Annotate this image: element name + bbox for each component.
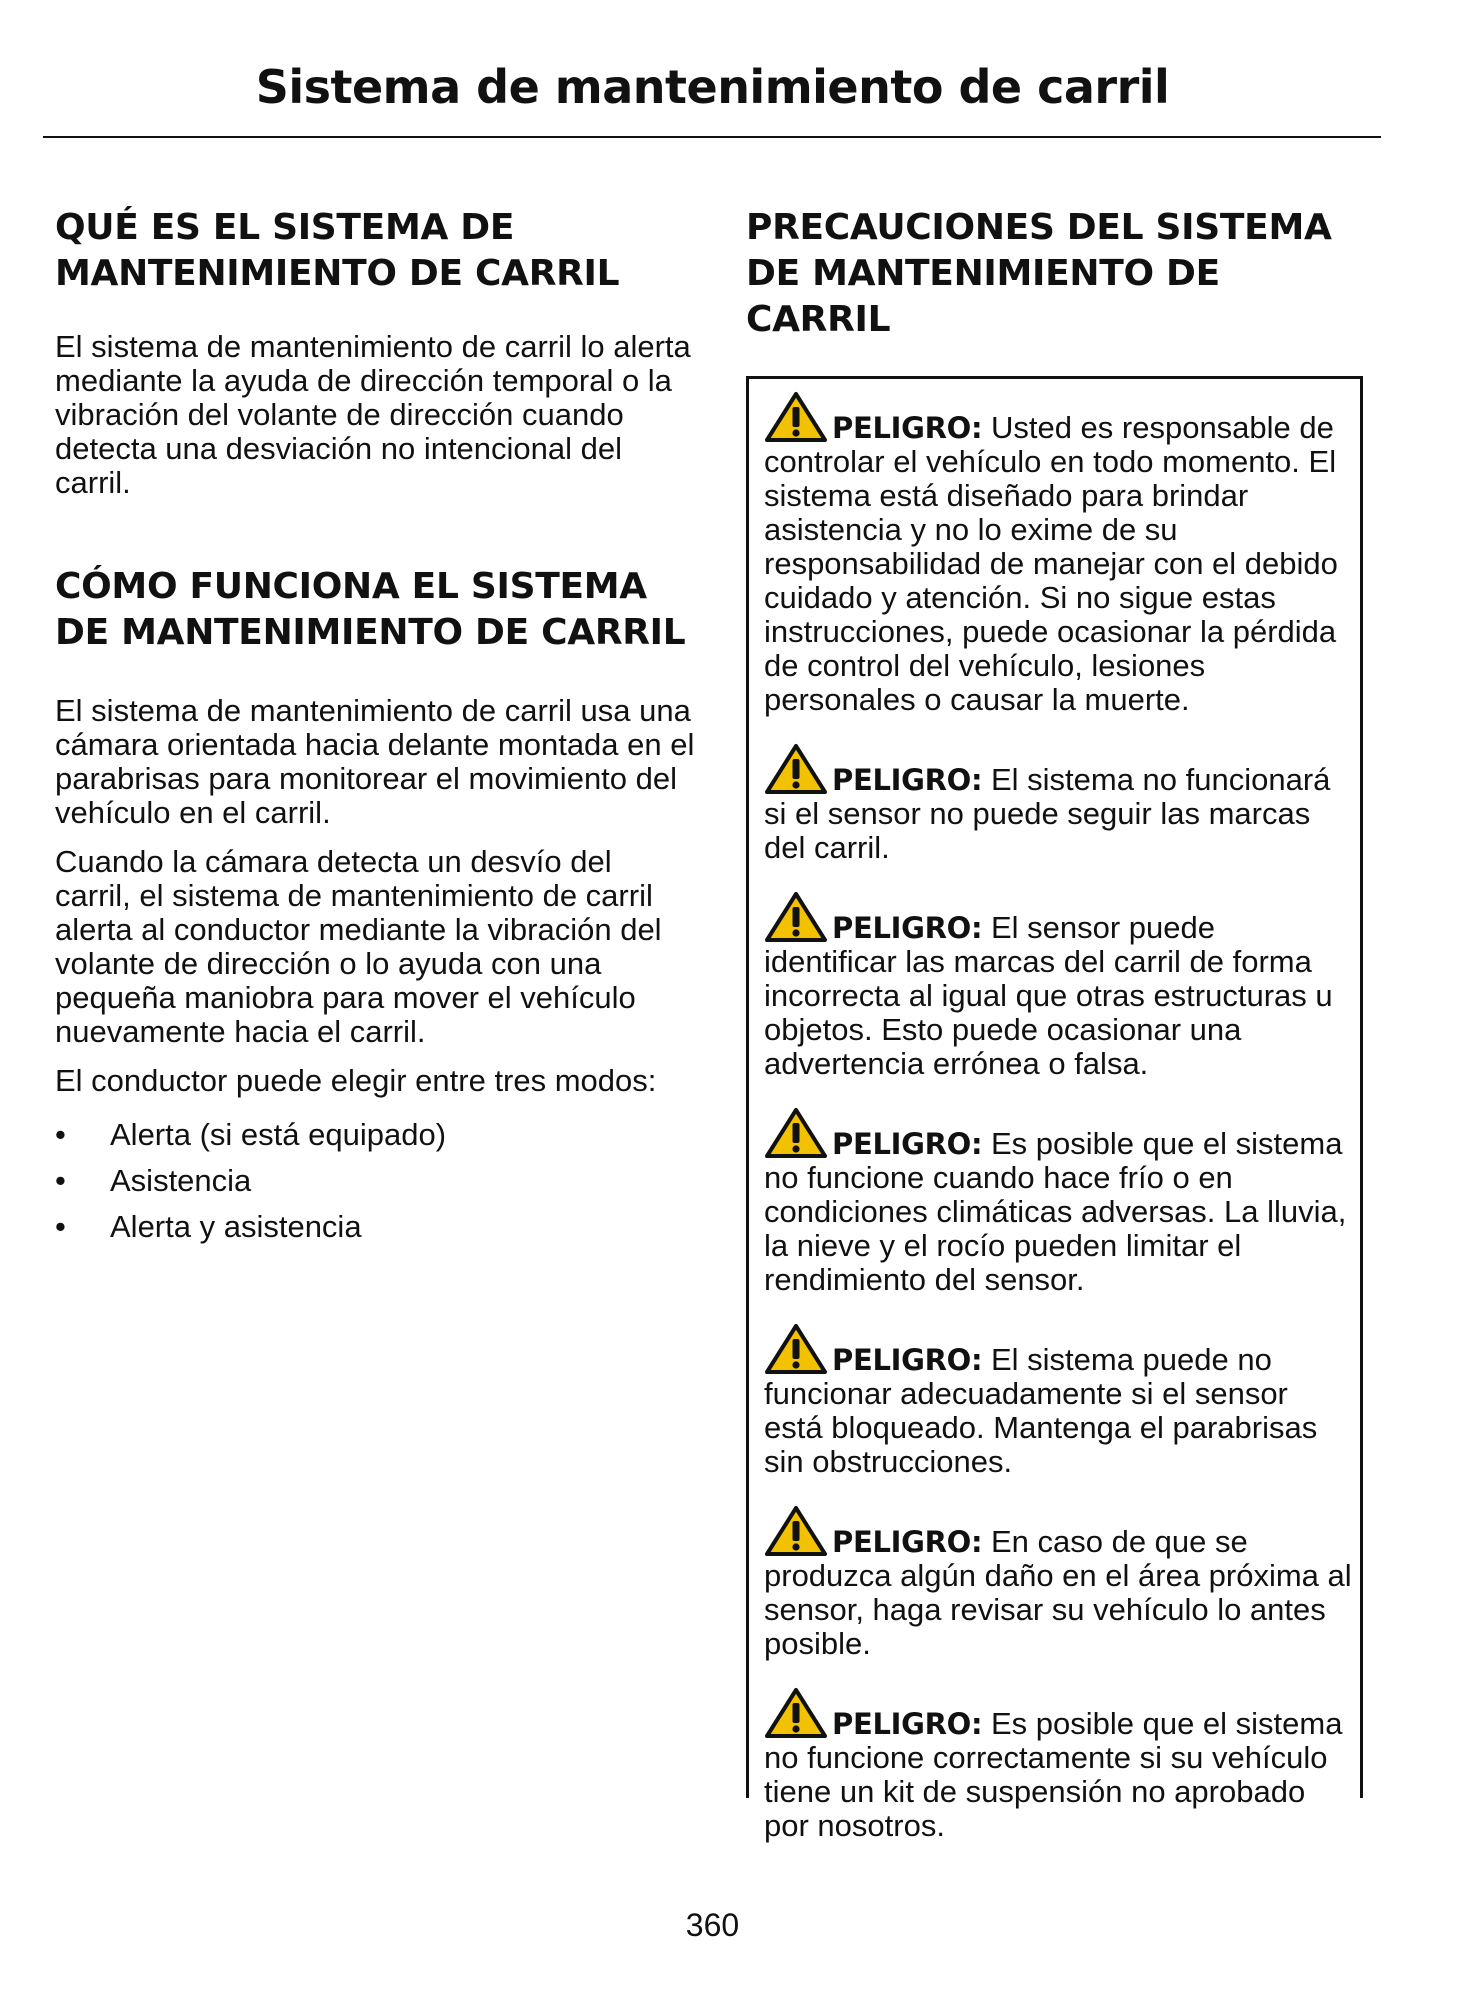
warning-triangle-icon [764, 891, 828, 943]
bullet: • [55, 1117, 66, 1152]
warning-triangle-icon [764, 391, 828, 443]
title-divider [43, 136, 1381, 138]
warning-label: PELIGRO: [832, 411, 983, 445]
warning-item [764, 391, 1354, 717]
warning-item [764, 1505, 1354, 1661]
warnings-list [764, 391, 1354, 1869]
paragraph: Cuando la cámara detecta un desvío del carril, el sistema de mantenimiento de carril alerta al conductor mediante la vibración del volante de dirección o lo ayuda con una pequeña maniobra para mover el vehículo nuevamente hacia el carril. [55, 844, 662, 1049]
left-column [55, 205, 695, 1256]
warning-triangle-icon [764, 1323, 828, 1375]
paragraph: El conductor puede elegir entre tres modos: [55, 1063, 657, 1098]
warning-label: PELIGRO: [832, 763, 983, 797]
bullet: • [55, 1209, 66, 1244]
warning-text: Usted es responsable de controlar el vehículo en todo momento. El sistema está diseñado para brindar asistencia y no lo exime de su responsabilidad de manejar con el debido cuidado y atención. Si no sigue estas instrucciones, puede ocasionar la pérdida de control del vehículo, lesiones personales o causar la muerte. [764, 410, 1338, 717]
right-column [746, 205, 1376, 343]
list-item [55, 1118, 695, 1152]
page-title: Sistema de mantenimiento de carril [255, 60, 1170, 114]
page-number: 360 [685, 1907, 740, 1943]
warning-text: El sistema puede no funcionar adecuadamente si el sensor está bloqueado. Mantenga el parabrisas sin obstrucciones. [764, 1342, 1318, 1479]
warning-label: PELIGRO: [832, 1343, 983, 1377]
warning-triangle-icon [764, 743, 828, 795]
warning-text: El sensor puede identificar las marcas del carril de forma incorrecta al igual que otras estructuras u objetos. Esto puede ocasionar una advertencia errónea o falsa. [764, 910, 1333, 1081]
warning-item [764, 891, 1354, 1081]
list-item [55, 1164, 695, 1198]
warning-item [764, 1687, 1354, 1843]
warning-label: PELIGRO: [832, 1525, 983, 1559]
warning-text: En caso de que se produzca algún daño en el área próxima al sensor, haga revisar su vehículo lo antes posible. [764, 1524, 1352, 1661]
list-item-text: Alerta y asistencia [110, 1209, 362, 1244]
warning-triangle-icon [764, 1505, 828, 1557]
warning-text: El sistema no funcionará si el sensor no puede seguir las marcas del carril. [764, 762, 1331, 865]
warnings-box [746, 376, 1363, 1843]
warning-text: Es posible que el sistema no funcione cuando hace frío o en condiciones climáticas adversas. La lluvia, la nieve y el rocío pueden limitar el rendimiento del sensor. [764, 1126, 1347, 1297]
section-heading-what-is: QUÉ ES EL SISTEMA DE MANTENIMIENTO DE CARRIL [55, 207, 620, 294]
section-heading-how-it-works: CÓMO FUNCIONA EL SISTEMA DE MANTENIMIENTO DE CARRIL [55, 566, 686, 653]
warning-triangle-icon [764, 1687, 828, 1739]
list-item-text: Asistencia [110, 1163, 252, 1198]
list-item [55, 1210, 695, 1244]
warning-label: PELIGRO: [832, 911, 983, 945]
section-body-what-is: El sistema de mantenimiento de carril lo alerta mediante la ayuda de dirección temporal o la vibración del volante de dirección cuando detecta una desviación no intencional del carril. [55, 329, 691, 500]
section-heading-precautions: PRECAUCIONES DEL SISTEMA DE MANTENIMIENTO DE CARRIL [746, 207, 1332, 340]
warning-triangle-icon [764, 1107, 828, 1159]
warning-label: PELIGRO: [832, 1707, 983, 1741]
list-item-text: Alerta (si está equipado) [110, 1117, 447, 1152]
warning-item [764, 743, 1354, 865]
warning-item [764, 1107, 1354, 1297]
paragraph: El sistema de mantenimiento de carril usa una cámara orientada hacia delante montada en el parabrisas para monitorear el movimiento del vehículo en el carril. [55, 693, 695, 830]
warning-label: PELIGRO: [832, 1127, 983, 1161]
bullet: • [55, 1163, 66, 1198]
modes-list [55, 1118, 695, 1244]
warning-text: Es posible que el sistema no funcione correctamente si su vehículo tiene un kit de suspensión no aprobado por nosotros. [764, 1706, 1343, 1843]
warning-item [764, 1323, 1354, 1479]
